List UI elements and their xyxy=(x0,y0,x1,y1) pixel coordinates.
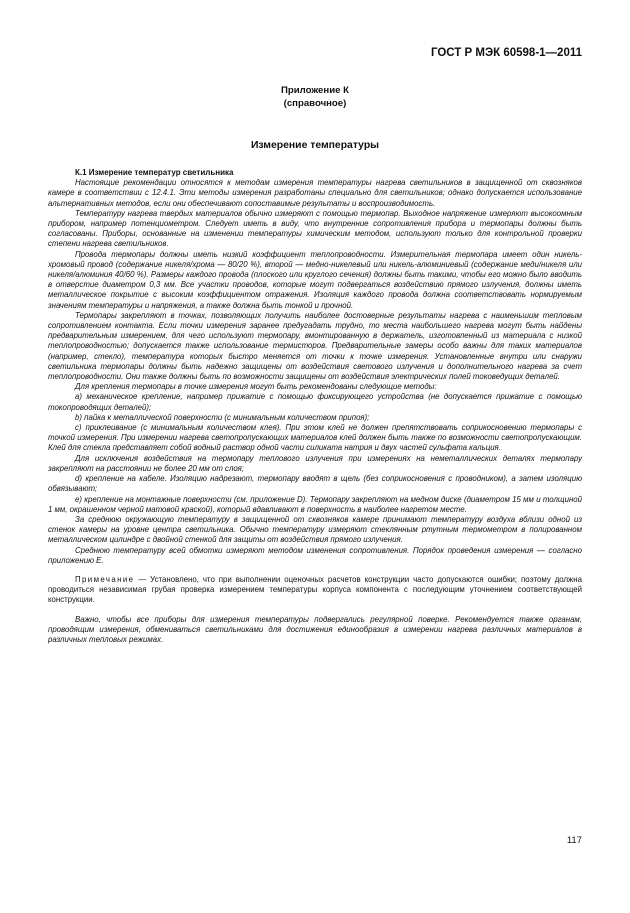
page-number: 117 xyxy=(566,835,582,846)
appendix-title: Измерение температуры xyxy=(250,140,380,151)
paragraph: Температуру нагрева твердых материалов обычно измеряют с помощью термопар. Выходное напряжение измеряют высокоомным прибором, например потенциометром. Следует иметь в виду, что внутренние сопротивления прибора и термопары должны быть согласованы. Приборы, основанные на изменении температуры химическим методом, используют только для контрольной проверки степени нагрева светильников. xyxy=(48,208,582,249)
list-item: b) пайка к металлической поверхности (с минимальным количеством припоя); xyxy=(75,412,370,422)
appendix-status: (справочное) xyxy=(283,98,347,109)
paragraph: Для исключения воздействия на термопару теплового излучения при измерениях на неметаллических деталях термопару закрепляют на расстоянии не более 20 мм от слоя; xyxy=(48,453,582,473)
list-item: a) механическое крепление, например прижатие с помощью фиксирующего устройства (не допускается прижатие с помощью токопроводящих деталей); xyxy=(48,392,582,412)
paragraph: Настоящие рекомендации относятся к методам измерения температуры нагрева светильников в защищенной от сквозняков камере в соответствии с 12.4.1. Эти методы измерения разработаны специально для светильников; однако допускается использование альтернативных методов, если они обеспечивают сопоставимые результаты и воспроизводимость. xyxy=(48,178,582,208)
final-paragraph: Важно, чтобы все приборы для измерения температуры подвергались регулярной поверке. Рекомендуется также органам, проводящим измерения, обмениваться светильниками для достижения единообразия в измерении нагрева различных материалов в различных тепловых режимах. xyxy=(48,614,582,644)
paragraph: Провода термопары должны иметь низкий коэффициент теплопроводности. Измерительная термопара имеет один никель-хромовый провод (содержание никеля/хрома — 80/20 %), второй — медно-никелевый или никель-алюминиевый (содержание меди/никеля или никеля/алюминия 40/60 %). Размеры каждого провода (плоского или круглого сечения) должны быть такими, чтобы его можно было вводить в отверстие диаметром 0,3 мм. Все участки проводов, которые могут подвергаться воздействию прямого излучения, должны иметь металлическое покрытие с высоким коэффициентом отражения. Изоляция каждого провода должна соответствовать нормируемым значениям температуры и напряжения, а также должна быть тонкой и прочной. xyxy=(48,249,582,310)
paragraph: Термопары закрепляют в точках, позволяющих получить наиболее достоверные результаты нагрева с наименьшим тепловым сопротивлением контакта. Если точки измерения заранее предугадать трудно, то места наибольшего нагрева могут быть найдены предварительным измерением, для чего используют термопару, вмонтированную в держатель, изготовленный из материала с низкой теплопроводностью; допускается также использование термисторов. Предварительные замеры особо важны для таких материалов (например, стекло), температура которых быстро меняется от точки к точке измерения. Установленные внутри или снаружи светильника термопары должны быть надежно защищены от воздействия светового излучения и дополнительного нагрева за счет теплопроводности. Они также должны быть по возможности защищены от воздействия электрических полей токоведущих деталей. xyxy=(48,310,582,382)
paragraph: Для крепления термопары в точке измерения могут быть рекомендованы следующие методы: xyxy=(75,382,437,392)
list-item: d) крепление на кабеле. Изоляцию надрезают, термопару вводят в щель (без соприкосновения с проводником), а затем изоляцию обвязывают; xyxy=(48,474,582,494)
note-label: Примечание xyxy=(75,574,135,584)
appendix-label: Приложение К xyxy=(281,85,349,96)
section-heading: К.1 Измерение температур светильника xyxy=(75,168,234,177)
standard-designation: ГОСТ Р МЭК 60598-1—2011 xyxy=(430,47,582,59)
list-item: e) крепление на монтажные поверхности (см. приложение D). Термопару закрепляют на медном диске (диаметром 15 мм и толщиной 1 мм, окрашенном черной матовой краской), который вдавливают в поверхность в наиболее нагретом месте. xyxy=(48,494,582,514)
appendix-heading xyxy=(0,84,630,110)
note-text: — Установлено, что при выполнении оценочных расчетов конструкции часто допускаются ошибки; поэтому должна проводиться независимая грубая проверка измерением температуры корпуса компонента с последующим уточнением соответствующей конструкции. xyxy=(48,574,582,605)
body-text xyxy=(48,168,582,645)
list-item: c) приклеивание (с минимальным количеством клея). При этом клей не должен препятствовать соприкосновению термопары с точкой измерения. При измерении нагрева светопропускающих материалов клей должен быть также по возможности светопропускающим. Клей для стекла представляет собой водный раствор одной части силиката натрия и двух частей сульфата кальция. xyxy=(48,423,582,453)
paragraph: Среднюю температуру всей обмотки измеряют методом изменения сопротивления. Порядок проведения измерения — согласно приложению Е. xyxy=(48,545,582,565)
paragraph: За среднюю окружающую температуру в защищенной от сквозняков камере принимают температуру воздуха вблизи одной из стенок камеры на уровне центра светильника. Обычно температуру измеряют стеклянным ртутным термометром в полированном металлическом цилиндре с двойной стенкой для защиты от воздействия прямого излучения. xyxy=(48,514,582,545)
note xyxy=(48,575,582,606)
